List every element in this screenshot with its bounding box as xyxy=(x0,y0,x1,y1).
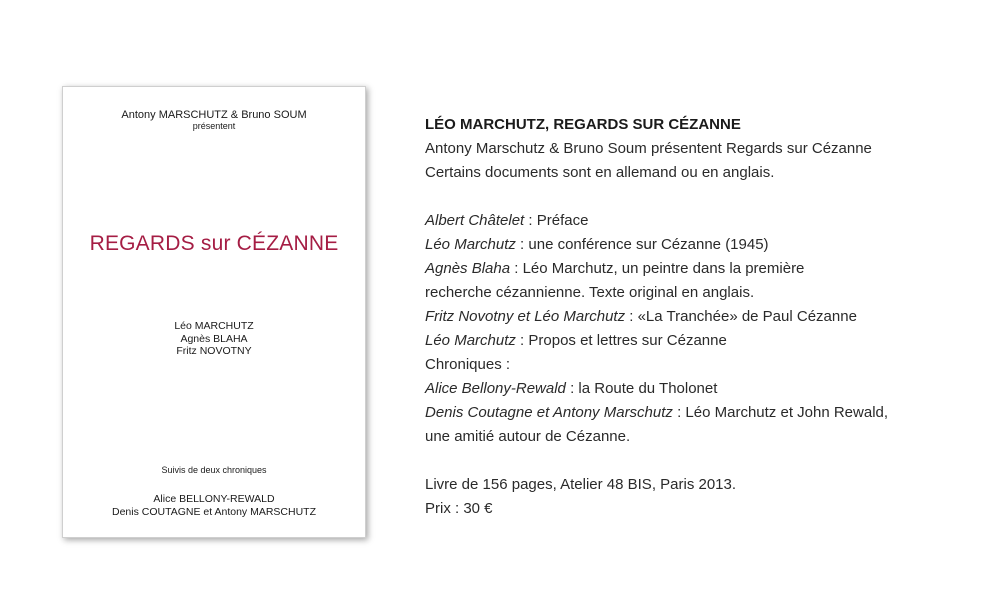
cover-title: REGARDS sur CÉZANNE xyxy=(89,232,339,255)
contents-item-author: Albert Châtelet xyxy=(425,212,525,229)
contents-item xyxy=(425,281,985,305)
contents-item-text: recherche cézannienne. Texte original en anglais. xyxy=(425,284,755,301)
cover-presenters-names: Antony MARSCHUTZ & Bruno SOUM xyxy=(121,109,307,121)
cover-chronicle-authors xyxy=(63,493,365,518)
contents-item xyxy=(425,353,985,377)
contents-item xyxy=(425,425,985,449)
cover-authors xyxy=(63,320,365,358)
contents-item-text: : Propos et lettres sur Cézanne xyxy=(515,332,727,349)
contents-item-text: : une conférence sur Cézanne (1945) xyxy=(515,236,769,253)
cover-chronicle-author: Alice BELLONY-REWALD xyxy=(153,493,275,505)
contents-item-text: une amitié autour de Cézanne. xyxy=(425,428,631,445)
intro-line: Antony Marschutz & Bruno Soum présentent Regards sur Cézanne xyxy=(425,140,872,157)
contents-item-author: Agnès Blaha xyxy=(425,260,511,277)
contents-item-text: : la Route du Tholonet xyxy=(565,380,718,397)
contents-item-text: : Préface xyxy=(524,212,589,229)
contents-item xyxy=(425,233,985,257)
book-cover xyxy=(62,86,366,538)
contents-item-author: Léo Marchutz xyxy=(425,236,516,253)
intro-line: Certains documents sont en allemand ou en anglais. xyxy=(425,164,775,181)
book-title: LÉO MARCHUTZ, REGARDS SUR CÉZANNE xyxy=(425,116,741,133)
contents-item xyxy=(425,377,985,401)
cover-chronicle-author: Denis COUTAGNE et Antony MARSCHUTZ xyxy=(111,505,317,518)
cover-author: Agnès BLAHA xyxy=(180,332,248,345)
contents-item-text: : Léo Marchutz et John Rewald, xyxy=(672,404,889,421)
cover-author: Léo MARCHUTZ xyxy=(174,320,254,332)
cover-author: Fritz NOVOTNY xyxy=(176,345,252,357)
contents-item-text: : «La Tranchée» de Paul Cézanne xyxy=(625,308,857,325)
spacer xyxy=(425,185,985,209)
book-price: Prix : 30 € xyxy=(425,500,493,517)
contents-item xyxy=(425,401,985,425)
contents-item-text: Chroniques : xyxy=(425,356,511,373)
contents-item-author: Fritz Novotny et Léo Marchutz xyxy=(425,308,626,325)
contents-item-author: Alice Bellony-Rewald xyxy=(425,380,566,397)
cover-presenters xyxy=(63,109,365,132)
contents-item-author: Denis Coutagne et Antony Marschutz xyxy=(425,404,673,421)
contents-item xyxy=(425,305,985,329)
contents-item-text: : Léo Marchutz, un peintre dans la première xyxy=(510,260,805,277)
contents-item xyxy=(425,209,985,233)
contents-item-author: Léo Marchutz xyxy=(425,332,516,349)
cover-presents: présentent xyxy=(192,121,236,131)
contents-item xyxy=(425,257,985,281)
spacer xyxy=(425,449,985,473)
book-details: Livre de 156 pages, Atelier 48 BIS, Paris 2013. xyxy=(425,476,737,493)
contents-list xyxy=(425,209,985,449)
book-info xyxy=(425,113,985,521)
cover-suivis: Suivis de deux chroniques xyxy=(161,465,267,475)
contents-item xyxy=(425,329,985,353)
